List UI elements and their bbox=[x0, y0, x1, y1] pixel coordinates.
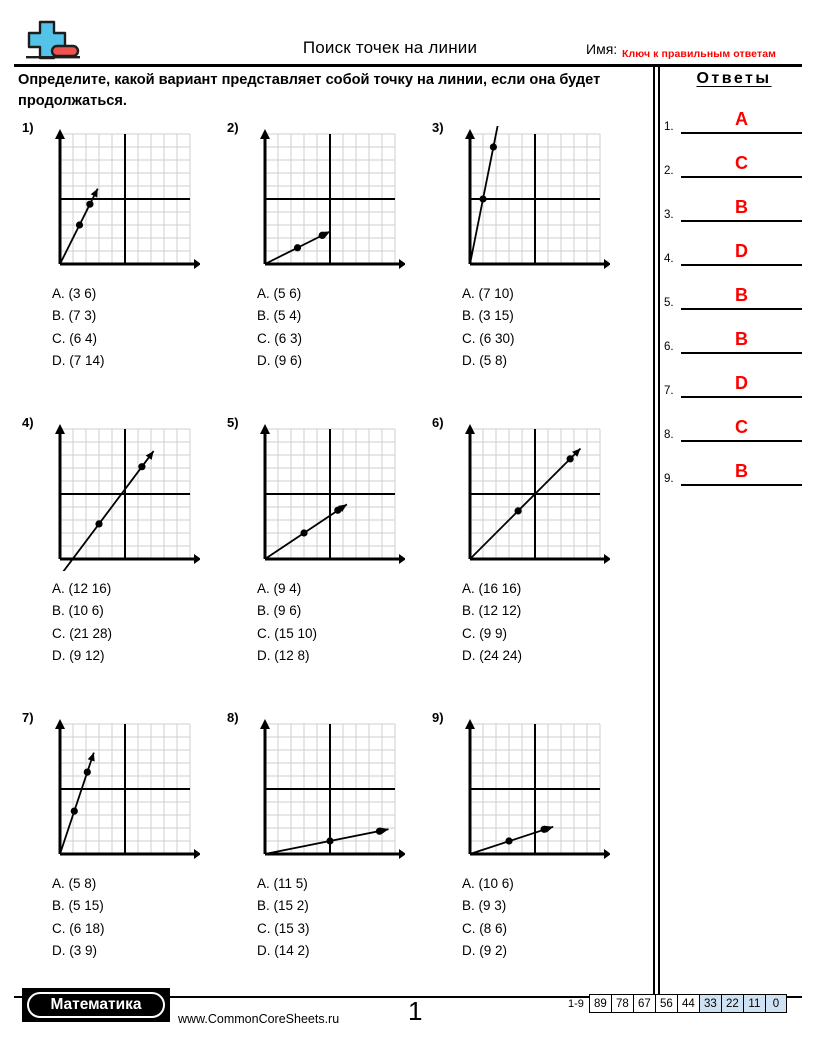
problem-graph bbox=[458, 716, 610, 866]
choice-option[interactable]: C. (15 10) bbox=[257, 625, 318, 641]
score-box: 67 bbox=[633, 994, 655, 1013]
problem-graph bbox=[48, 716, 200, 866]
plotted-point bbox=[505, 837, 512, 844]
coordinate-graph bbox=[253, 716, 405, 866]
page-title: Поиск точек на линии bbox=[302, 38, 478, 57]
answer-key-panel bbox=[664, 70, 804, 486]
plotted-point bbox=[515, 507, 522, 514]
score-box: 0 bbox=[765, 994, 787, 1013]
score-box: 33 bbox=[699, 994, 721, 1013]
choice-list bbox=[257, 578, 317, 667]
directions-text: Определите, какой вариант представляет собой точку на линии, если она будет продолжаться. bbox=[18, 72, 601, 110]
choice-option[interactable]: D. (14 2) bbox=[257, 942, 310, 958]
score-boxes bbox=[589, 994, 787, 1013]
vertical-divider-left bbox=[653, 64, 655, 994]
answer-row bbox=[664, 314, 804, 354]
answer-value: D bbox=[735, 373, 748, 393]
score-box: 44 bbox=[677, 994, 699, 1013]
plotted-point bbox=[334, 507, 341, 514]
answer-row bbox=[664, 138, 804, 178]
answer-number: 4. bbox=[664, 253, 674, 265]
choice-option[interactable]: A. (11 5) bbox=[257, 876, 308, 891]
choice-option[interactable]: A. (7 10) bbox=[462, 286, 514, 301]
problem-number: 7) bbox=[22, 710, 34, 725]
choice-option[interactable]: D. (9 2) bbox=[462, 942, 508, 958]
answer-blank-line bbox=[681, 484, 802, 486]
choice-option[interactable]: D. (5 8) bbox=[462, 352, 508, 368]
plotted-point bbox=[300, 529, 307, 536]
choice-option[interactable]: A. (5 6) bbox=[257, 286, 302, 301]
problem-item bbox=[14, 415, 219, 710]
choice-option[interactable]: B. (5 4) bbox=[257, 308, 302, 324]
problem-item bbox=[219, 710, 424, 1005]
score-box: 22 bbox=[721, 994, 743, 1013]
coordinate-graph bbox=[253, 126, 405, 276]
name-label: Имя: bbox=[586, 41, 618, 57]
choice-option[interactable]: B. (9 3) bbox=[462, 898, 507, 914]
plotted-point bbox=[326, 837, 333, 844]
plotted-point bbox=[95, 520, 102, 527]
choice-option[interactable]: C. (6 3) bbox=[257, 330, 303, 346]
choice-option[interactable]: A. (12 16) bbox=[52, 581, 112, 596]
answer-number: 3. bbox=[664, 209, 674, 221]
problem-number: 8) bbox=[227, 710, 239, 725]
choice-option[interactable]: B. (12 12) bbox=[462, 603, 522, 619]
choice-list bbox=[462, 873, 514, 962]
answer-value: C bbox=[735, 153, 748, 173]
problem-number: 3) bbox=[432, 120, 444, 135]
score-box: 11 bbox=[743, 994, 765, 1013]
score-range-label: 1-9 bbox=[568, 997, 584, 1010]
problem-item bbox=[219, 120, 424, 415]
plotted-point bbox=[319, 232, 326, 239]
problem-number: 6) bbox=[432, 415, 444, 430]
problem-item bbox=[424, 120, 629, 415]
choice-option[interactable]: B. (9 6) bbox=[257, 603, 302, 619]
choice-list bbox=[257, 873, 310, 962]
choice-option[interactable]: D. (9 6) bbox=[257, 352, 303, 368]
answer-blank-line bbox=[681, 220, 802, 222]
problem-graph bbox=[253, 126, 405, 276]
answers-list bbox=[664, 94, 804, 486]
answer-number: 2. bbox=[664, 165, 674, 177]
answer-value: B bbox=[735, 285, 748, 305]
problem-graph bbox=[48, 421, 200, 571]
plotted-point bbox=[86, 201, 93, 208]
choice-option[interactable]: A. (9 4) bbox=[257, 581, 302, 596]
choice-list bbox=[52, 873, 105, 962]
answer-row bbox=[664, 94, 804, 134]
problem-number: 9) bbox=[432, 710, 444, 725]
choice-option[interactable]: C. (8 6) bbox=[462, 920, 508, 936]
choice-list bbox=[52, 283, 105, 372]
problem-graph bbox=[48, 126, 200, 276]
page-header bbox=[0, 0, 816, 64]
choice-option[interactable]: C. (9 9) bbox=[462, 625, 508, 641]
answer-row bbox=[664, 270, 804, 310]
problem-graph bbox=[458, 126, 610, 276]
problem-item bbox=[14, 710, 219, 1005]
problem-number: 2) bbox=[227, 120, 239, 135]
plotted-point bbox=[138, 463, 145, 470]
problem-item bbox=[424, 415, 629, 710]
answer-blank-line bbox=[681, 308, 802, 310]
answer-blank-line bbox=[681, 396, 802, 398]
plotted-point bbox=[479, 195, 486, 202]
coordinate-graph bbox=[458, 421, 610, 571]
problem-graph bbox=[253, 421, 405, 571]
answer-value: D bbox=[735, 241, 748, 261]
problem-item bbox=[424, 710, 629, 1005]
problem-number: 5) bbox=[227, 415, 239, 430]
problem-graph bbox=[458, 421, 610, 571]
answer-value: B bbox=[735, 329, 748, 349]
choice-option[interactable]: D. (24 24) bbox=[462, 647, 523, 663]
choice-option[interactable]: C. (6 30) bbox=[462, 330, 515, 346]
answer-value: A bbox=[735, 109, 748, 129]
page-number: 1 bbox=[408, 996, 423, 1026]
plotted-point bbox=[541, 826, 548, 833]
answer-value: B bbox=[735, 197, 748, 217]
coordinate-graph bbox=[458, 716, 610, 866]
vertical-divider-right bbox=[658, 64, 660, 994]
answer-row bbox=[664, 226, 804, 266]
answer-row bbox=[664, 182, 804, 222]
answer-number: 8. bbox=[664, 429, 674, 441]
answers-heading: Ответы bbox=[696, 70, 772, 87]
answer-blank-line bbox=[681, 176, 802, 178]
problem-number: 4) bbox=[22, 415, 34, 430]
problem-graph bbox=[253, 716, 405, 866]
choice-option[interactable]: D. (3 9) bbox=[52, 942, 98, 958]
answer-row bbox=[664, 402, 804, 442]
problem-item bbox=[219, 415, 424, 710]
problems-grid bbox=[14, 120, 646, 1005]
plotted-point bbox=[490, 143, 497, 150]
answer-number: 5. bbox=[664, 297, 674, 309]
choice-list bbox=[462, 578, 522, 667]
coordinate-graph bbox=[48, 126, 200, 276]
plus-block-icon bbox=[18, 18, 86, 60]
choice-option[interactable]: B. (15 2) bbox=[257, 898, 309, 914]
coordinate-graph bbox=[253, 421, 405, 571]
score-box: 56 bbox=[655, 994, 677, 1013]
choice-option[interactable]: C. (15 3) bbox=[257, 920, 310, 936]
choice-option[interactable]: A. (16 16) bbox=[462, 581, 522, 596]
plotted-point bbox=[84, 769, 91, 776]
choice-list bbox=[257, 283, 302, 372]
plotted-point bbox=[71, 808, 78, 815]
choice-option[interactable]: B. (10 6) bbox=[52, 603, 104, 619]
choice-option[interactable]: D. (9 12) bbox=[52, 647, 105, 663]
choice-list bbox=[462, 283, 515, 372]
plotted-point bbox=[294, 244, 301, 251]
choice-option[interactable]: C. (6 18) bbox=[52, 920, 105, 936]
choice-option[interactable]: A. (5 8) bbox=[52, 876, 97, 891]
brand-logo bbox=[22, 988, 170, 1022]
choice-option[interactable]: D. (7 14) bbox=[52, 352, 105, 368]
choice-option[interactable]: C. (6 4) bbox=[52, 330, 98, 346]
score-strip bbox=[568, 994, 787, 1013]
coordinate-graph bbox=[48, 716, 200, 866]
problem-number: 1) bbox=[22, 120, 34, 135]
site-url: www.CommonCoreSheets.ru bbox=[178, 1012, 340, 1026]
choice-option[interactable]: C. (21 28) bbox=[52, 625, 113, 641]
answer-number: 9. bbox=[664, 473, 674, 485]
choice-option[interactable]: B. (3 15) bbox=[462, 308, 514, 324]
answer-number: 7. bbox=[664, 385, 674, 397]
plotted-point bbox=[376, 828, 383, 835]
plotted-point bbox=[567, 455, 574, 462]
score-box: 78 bbox=[611, 994, 633, 1013]
answer-number: 1. bbox=[664, 121, 674, 133]
answer-value: C bbox=[735, 417, 748, 437]
choice-option[interactable]: D. (12 8) bbox=[257, 647, 310, 663]
answer-blank-line bbox=[681, 352, 802, 354]
answer-blank-line bbox=[681, 132, 802, 134]
answer-number: 6. bbox=[664, 341, 674, 353]
score-box: 89 bbox=[589, 994, 611, 1013]
choice-option[interactable]: B. (7 3) bbox=[52, 308, 97, 324]
answer-row bbox=[664, 358, 804, 398]
problem-item bbox=[14, 120, 219, 415]
coordinate-graph bbox=[48, 421, 200, 571]
choice-option[interactable]: A. (3 6) bbox=[52, 286, 97, 301]
header-divider bbox=[14, 64, 802, 67]
choice-list bbox=[52, 578, 112, 667]
choice-option[interactable]: B. (5 15) bbox=[52, 898, 104, 914]
ray-arrowhead bbox=[88, 753, 95, 762]
answer-row bbox=[664, 446, 804, 486]
answer-blank-line bbox=[681, 440, 802, 442]
choice-option[interactable]: A. (10 6) bbox=[462, 876, 514, 891]
answer-blank-line bbox=[681, 264, 802, 266]
answer-key-badge: Ключ к правильным ответам bbox=[622, 48, 777, 60]
plotted-point bbox=[76, 221, 83, 228]
brand-label: Математика bbox=[27, 992, 165, 1018]
coordinate-graph bbox=[458, 126, 610, 276]
answer-value: B bbox=[735, 461, 748, 481]
